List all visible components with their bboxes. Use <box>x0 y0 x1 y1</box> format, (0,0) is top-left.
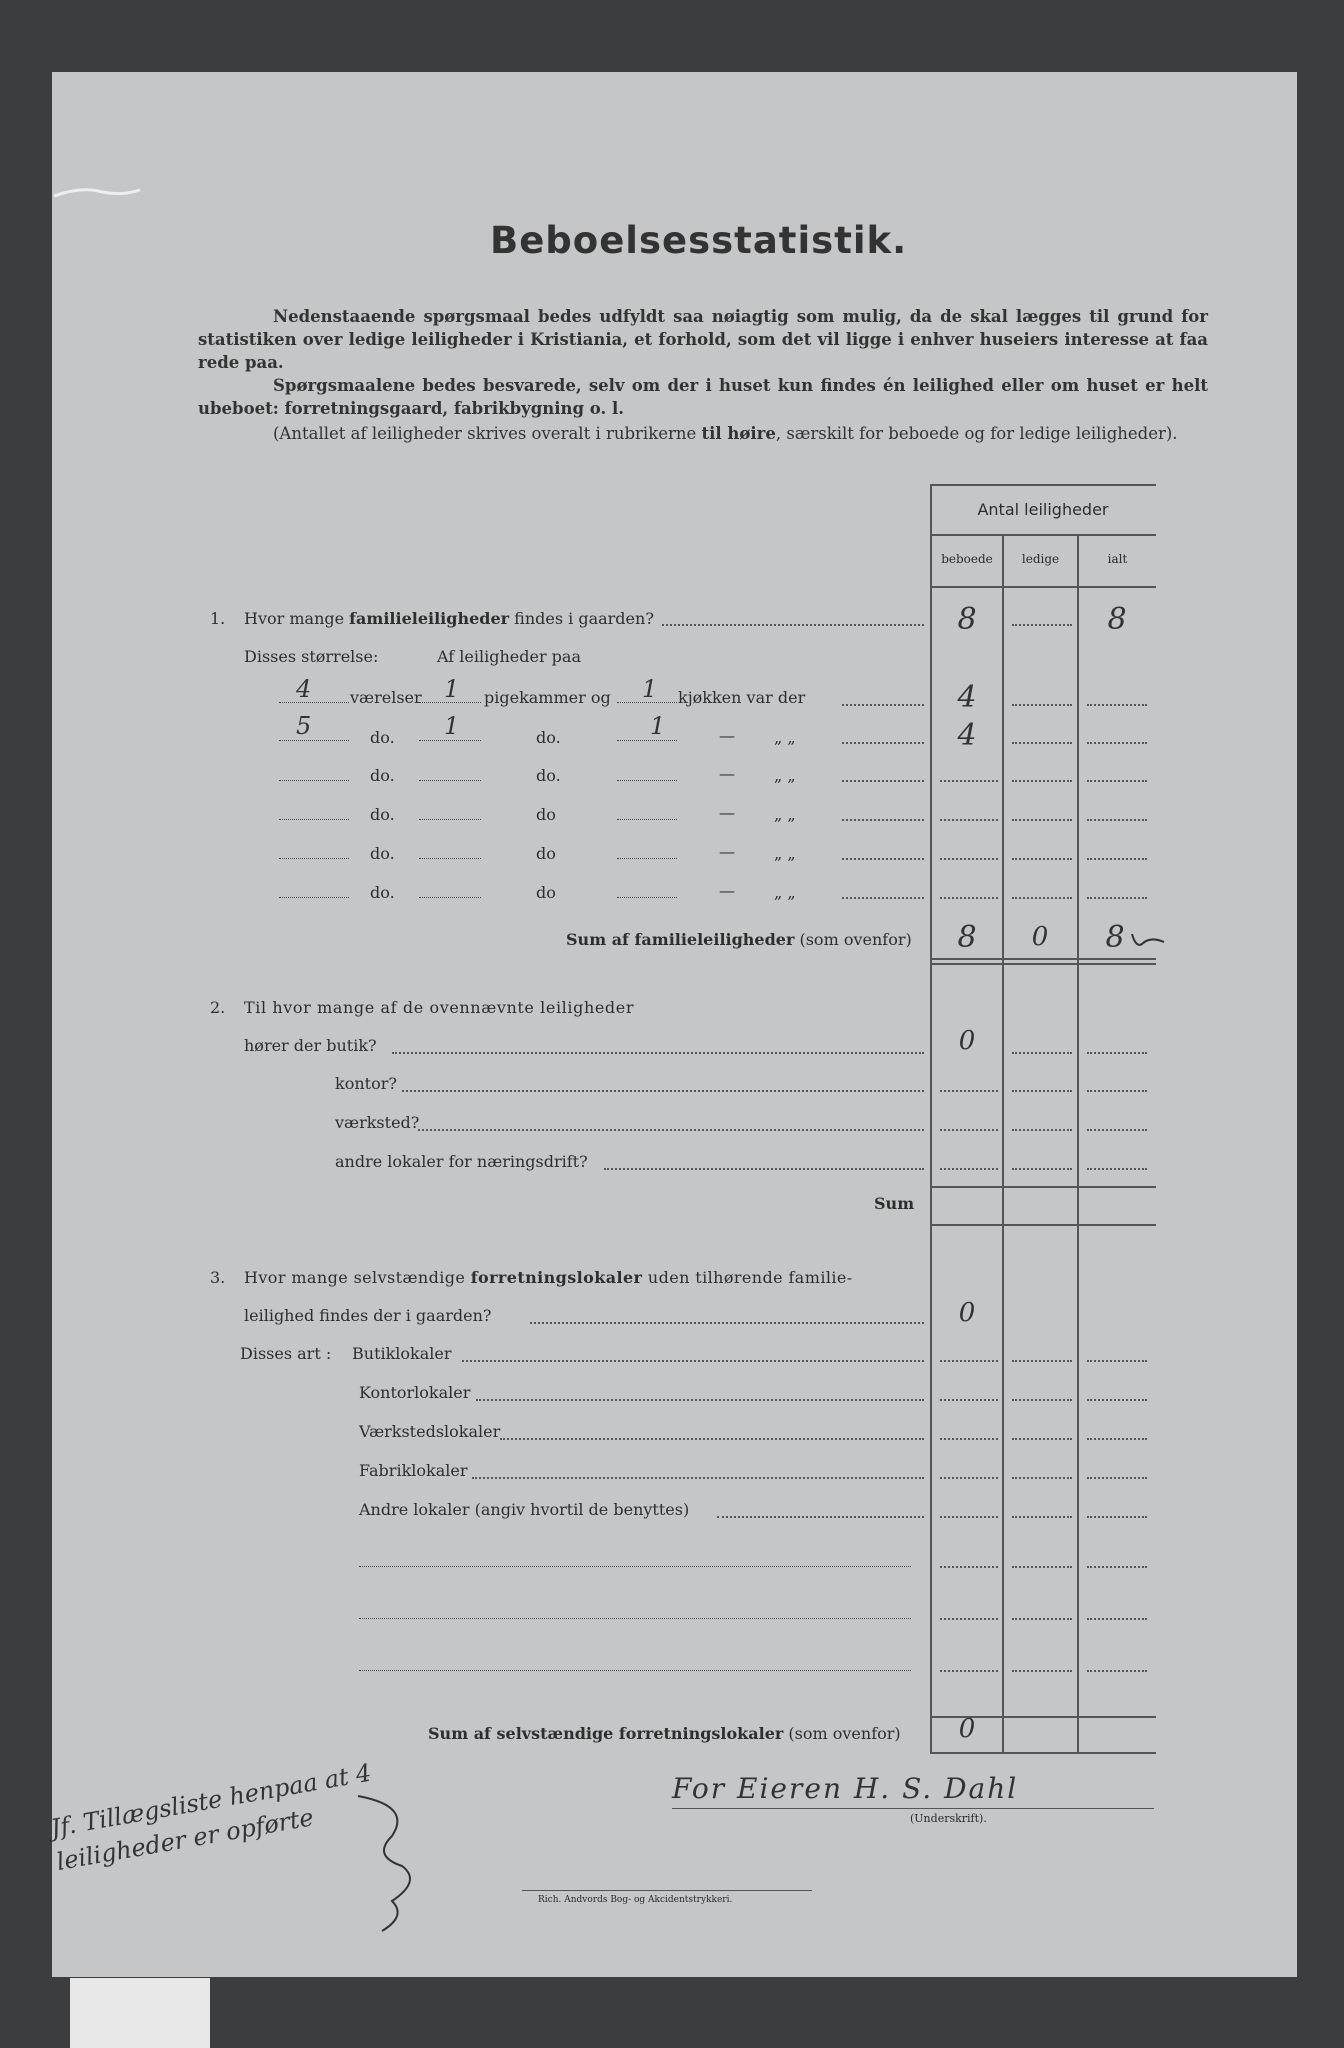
clip-mark-icon <box>52 182 142 212</box>
q2-kontor-dots <box>402 1090 924 1092</box>
q1-size-sub: Af leiligheder paa <box>437 647 581 666</box>
intro-paragraph-2: Spørgsmaalene bedes besvarede, selv om der i huset kun findes én leilighed eller om huset er helt ubeboet: forretningsgaard, fabrikbygning o. l. <box>198 376 1208 418</box>
q3-item-butik: Butiklokaler <box>352 1344 452 1363</box>
row3-pigekammer-line <box>419 780 481 781</box>
q3-item-verksted: Værkstedslokaler <box>359 1422 501 1441</box>
q3-r3-beboede-dots <box>940 1438 998 1440</box>
intro-p3-text-b: , særskilt for beboede og for ledige leiligheder). <box>775 424 1178 443</box>
sum3-rule-bottom <box>930 1752 1156 1754</box>
signature-line <box>672 1808 1154 1809</box>
q3-sum-post: (som ovenfor) <box>783 1724 901 1743</box>
q2-kontor-ledige-dots <box>1012 1090 1072 1092</box>
q3-r7-ialt-dots <box>1087 1618 1147 1620</box>
sum2-rule-bottom <box>930 1224 1156 1226</box>
sum-ialt-value: 8 <box>1105 920 1125 955</box>
row6-beboede-dots <box>940 897 998 899</box>
q1-sum-label <box>566 930 912 949</box>
row1-vaerelser-value: 4 <box>296 675 312 703</box>
q2-kontor-label: kontor? <box>335 1074 397 1093</box>
row5-beboede-dots <box>940 858 998 860</box>
row3-do-1: do. <box>370 766 395 785</box>
q3-r6-beboede-dots <box>940 1566 998 1568</box>
row6-pigekammer-line <box>419 897 481 898</box>
col-divider-1 <box>1002 534 1004 1754</box>
col-header-ledige: ledige <box>1021 552 1060 566</box>
row6-vaerelser-line <box>279 897 349 898</box>
row3-do-2: do. <box>536 766 561 785</box>
row1-beboede-value: 4 <box>957 680 977 715</box>
row2-vaerelser-value: 5 <box>296 712 312 740</box>
row3-ledige-dots <box>1012 780 1072 782</box>
q1-leader-dots <box>662 624 924 626</box>
q3-r4-ledige-dots <box>1012 1477 1072 1479</box>
row2-vaerelser-line <box>279 740 349 741</box>
row2-pigekammer-line <box>419 740 481 741</box>
row5-ialt-dots <box>1087 858 1147 860</box>
row6-dash: — <box>719 881 735 900</box>
row4-ditto: „ „ <box>774 805 796 824</box>
sum2-rule-top <box>930 1186 1156 1188</box>
row6-ditto: „ „ <box>774 883 796 902</box>
sum1-rule-b <box>930 963 1156 965</box>
row6-leader-dots <box>842 897 924 899</box>
row5-ditto: „ „ <box>774 844 796 863</box>
q3-r2-ialt-dots <box>1087 1399 1147 1401</box>
q1-beboede-value: 8 <box>957 602 977 637</box>
census-form <box>48 72 1297 1977</box>
q2-butik-label: hører der butik? <box>244 1036 377 1055</box>
intro-paragraph-1: Nedenstaaende spørgsmaal bedes udfyldt saa nøiagtig som mulig, da de skal lægges til grund for statistiken over ledige leiligheder i Kristiania, et forhold, som det vil ligge i enhver huseiers interesse at faa rede paa. <box>198 307 1208 372</box>
q3-r4-beboede-dots <box>940 1477 998 1479</box>
scan-flare <box>70 1978 210 2048</box>
row4-do-2: do <box>536 805 556 824</box>
row3-dash: — <box>719 764 735 783</box>
q3-text-post: uden tilhørende familie- <box>642 1268 853 1287</box>
q3-sum-bold: Sum af selvstændige forretningslokaler <box>428 1724 784 1743</box>
row2-beboede-value: 4 <box>957 718 977 753</box>
q3-r1-beboede-dots <box>940 1360 998 1362</box>
q2-verksted-dots <box>418 1129 924 1131</box>
row4-dash: — <box>719 803 735 822</box>
q3-text-pre: Hvor mange selvstændige <box>244 1268 471 1287</box>
q3-blank-line-1 <box>359 1566 911 1567</box>
row2-do-2: do. <box>536 728 561 747</box>
q3-line2: leilighed findes der i gaarden? <box>244 1306 492 1325</box>
row4-ledige-dots <box>1012 819 1072 821</box>
row4-beboede-dots <box>940 819 998 821</box>
intro-paragraph-3 <box>198 422 1208 445</box>
margin-handwritten-note: Jf. Tillægsliste henpaa at 4 leiligheder er opførte <box>48 1758 374 1877</box>
q2-andre-label: andre lokaler for næringsdrift? <box>335 1152 588 1171</box>
q2-text: Til hvor mange af de ovennævnte leiligheder <box>244 998 635 1017</box>
printer-credit: Rich. Andvords Bog- og Akcidentstrykkeri. <box>538 1895 733 1905</box>
row4-leader-dots <box>842 819 924 821</box>
q3-andre-dots <box>717 1516 924 1518</box>
q2-kontor-beboede-dots <box>940 1090 998 1092</box>
printer-rule <box>522 1890 812 1891</box>
q3-r5-beboede-dots <box>940 1516 998 1518</box>
row1-kjokken-value: 1 <box>642 675 658 703</box>
q1-text-bold: familieleiligheder <box>349 609 510 628</box>
q3-r8-beboede-dots <box>940 1670 998 1672</box>
q2-andre-dots <box>604 1168 924 1170</box>
row3-kjokken-line <box>617 780 677 781</box>
q3-r8-ledige-dots <box>1012 1670 1072 1672</box>
row4-vaerelser-line <box>279 819 349 820</box>
row1-vaerelser-label: værelser <box>350 688 422 707</box>
q2-sum-label: Sum <box>874 1194 915 1213</box>
q3-kontor-dots <box>476 1399 924 1401</box>
q1-text-post: findes i gaarden? <box>509 609 654 628</box>
q3-blank-line-3 <box>359 1670 911 1671</box>
col-header-ialt: ialt <box>1107 552 1128 566</box>
q2-andre-ledige-dots <box>1012 1168 1072 1170</box>
q3-line2-dots <box>530 1322 924 1324</box>
sum-beboede-value: 8 <box>957 920 977 955</box>
row1-vaerelser-line <box>279 702 349 703</box>
q1-ledige-dots <box>1012 624 1072 626</box>
col-divider-2 <box>1077 534 1079 1754</box>
q3-number: 3. <box>210 1268 226 1287</box>
row2-do-1: do. <box>370 728 395 747</box>
row4-pigekammer-line <box>419 819 481 820</box>
q3-item-kontor: Kontorlokaler <box>359 1383 471 1402</box>
q3-r2-beboede-dots <box>940 1399 998 1401</box>
q3-text <box>244 1268 853 1287</box>
row2-dash: — <box>719 726 735 745</box>
checkmark-icon <box>1130 930 1166 952</box>
row3-beboede-dots <box>940 780 998 782</box>
intro-p3-bold: til høire <box>701 424 776 443</box>
row1-pigekammer-value: 1 <box>444 675 460 703</box>
row3-ditto: „ „ <box>774 766 796 785</box>
row2-kjokken-line <box>617 740 677 741</box>
q3-item-fabrik: Fabriklokaler <box>359 1461 468 1480</box>
row6-do-1: do. <box>370 883 395 902</box>
row1-ialt-dots <box>1087 704 1147 706</box>
row3-leader-dots <box>842 780 924 782</box>
sum-ledige-value: 0 <box>1031 922 1049 952</box>
q2-verksted-ialt-dots <box>1087 1129 1147 1131</box>
q1-text <box>244 609 654 628</box>
q1-sum-post: (som ovenfor) <box>794 930 912 949</box>
q3-r8-ialt-dots <box>1087 1670 1147 1672</box>
q3-text-bold: forretningslokaler <box>470 1268 643 1287</box>
row3-vaerelser-line <box>279 780 349 781</box>
intro-p3-text-a: (Antallet af leiligheder skrives overalt i rubrikerne <box>273 424 702 443</box>
q3-verksted-dots <box>500 1438 924 1440</box>
row1-kjokken-label: kjøkken var der <box>678 688 806 707</box>
q2-verksted-label: værksted? <box>335 1113 420 1132</box>
row1-ledige-dots <box>1012 704 1072 706</box>
row2-pigekammer-value: 1 <box>444 712 460 740</box>
header-rule-2 <box>930 586 1156 588</box>
page-title: Beboelsesstatistik. <box>490 219 908 262</box>
header-rule-1 <box>930 534 1156 536</box>
q3-r5-ledige-dots <box>1012 1516 1072 1518</box>
q2-verksted-beboede-dots <box>940 1129 998 1131</box>
row6-kjokken-line <box>617 897 677 898</box>
q2-butik-value: 0 <box>958 1026 976 1056</box>
row2-leader-dots <box>842 742 924 744</box>
q1-ialt-value: 8 <box>1107 602 1127 637</box>
q3-art-label: Disses art : <box>240 1344 332 1363</box>
row5-do-2: do <box>536 844 556 863</box>
row1-leader-dots <box>842 704 924 706</box>
q2-verksted-ledige-dots <box>1012 1129 1072 1131</box>
margin-bracket-mark <box>352 1786 442 1936</box>
q3-blank-line-2 <box>359 1618 911 1619</box>
row5-kjokken-line <box>617 858 677 859</box>
q3-sum-label <box>428 1724 901 1743</box>
q1-size-label: Disses størrelse: <box>244 647 379 666</box>
q3-r5-ialt-dots <box>1087 1516 1147 1518</box>
q3-r2-ledige-dots <box>1012 1399 1072 1401</box>
q3-sum-value: 0 <box>958 1714 976 1744</box>
row5-leader-dots <box>842 858 924 860</box>
row2-ialt-dots <box>1087 742 1147 744</box>
signature-caption: (Underskrift). <box>910 1812 987 1825</box>
table-group-header: Antal leiligheder <box>977 500 1109 519</box>
row5-ledige-dots <box>1012 858 1072 860</box>
q3-r4-ialt-dots <box>1087 1477 1147 1479</box>
table-top-rule <box>930 484 1156 486</box>
q3-r6-ialt-dots <box>1087 1566 1147 1568</box>
q1-number: 1. <box>210 609 226 628</box>
row5-dash: — <box>719 842 735 861</box>
row1-pigekammer-label: pigekammer og <box>484 688 611 707</box>
col-header-beboede: beboede <box>941 552 993 566</box>
row5-do-1: do. <box>370 844 395 863</box>
q3-r3-ialt-dots <box>1087 1438 1147 1440</box>
q2-kontor-ialt-dots <box>1087 1090 1147 1092</box>
q2-number: 2. <box>210 998 226 1017</box>
q3-value: 0 <box>958 1298 976 1328</box>
q3-fabrik-dots <box>472 1477 924 1479</box>
row4-kjokken-line <box>617 819 677 820</box>
row3-ialt-dots <box>1087 780 1147 782</box>
row4-ialt-dots <box>1087 819 1147 821</box>
q2-andre-beboede-dots <box>940 1168 998 1170</box>
row6-ialt-dots <box>1087 897 1147 899</box>
q3-r3-ledige-dots <box>1012 1438 1072 1440</box>
q3-r7-ledige-dots <box>1012 1618 1072 1620</box>
q3-r6-ledige-dots <box>1012 1566 1072 1568</box>
table-left-rule <box>930 484 932 1754</box>
q3-butik-dots <box>462 1360 924 1362</box>
row6-ledige-dots <box>1012 897 1072 899</box>
row4-do-1: do. <box>370 805 395 824</box>
q2-butik-dots <box>392 1052 924 1054</box>
q3-r7-beboede-dots <box>940 1618 998 1620</box>
row2-ledige-dots <box>1012 742 1072 744</box>
q2-andre-ialt-dots <box>1087 1168 1147 1170</box>
row5-pigekammer-line <box>419 858 481 859</box>
handwritten-signature: For Eieren H. S. Dahl <box>672 1772 1019 1805</box>
row5-vaerelser-line <box>279 858 349 859</box>
q3-item-andre: Andre lokaler (angiv hvortil de benyttes) <box>359 1500 690 1519</box>
row2-kjokken-value: 1 <box>650 712 666 740</box>
q2-butik-ialt-dots <box>1087 1052 1147 1054</box>
row2-ditto: „ „ <box>774 728 796 747</box>
q2-butik-ledige-dots <box>1012 1052 1072 1054</box>
row6-do-2: do <box>536 883 556 902</box>
q3-r1-ledige-dots <box>1012 1360 1072 1362</box>
q3-r1-ialt-dots <box>1087 1360 1147 1362</box>
q1-text-pre: Hvor mange <box>244 609 350 628</box>
q1-sum-bold: Sum af familieleiligheder <box>566 930 795 949</box>
sum1-rule-a <box>930 958 1156 960</box>
